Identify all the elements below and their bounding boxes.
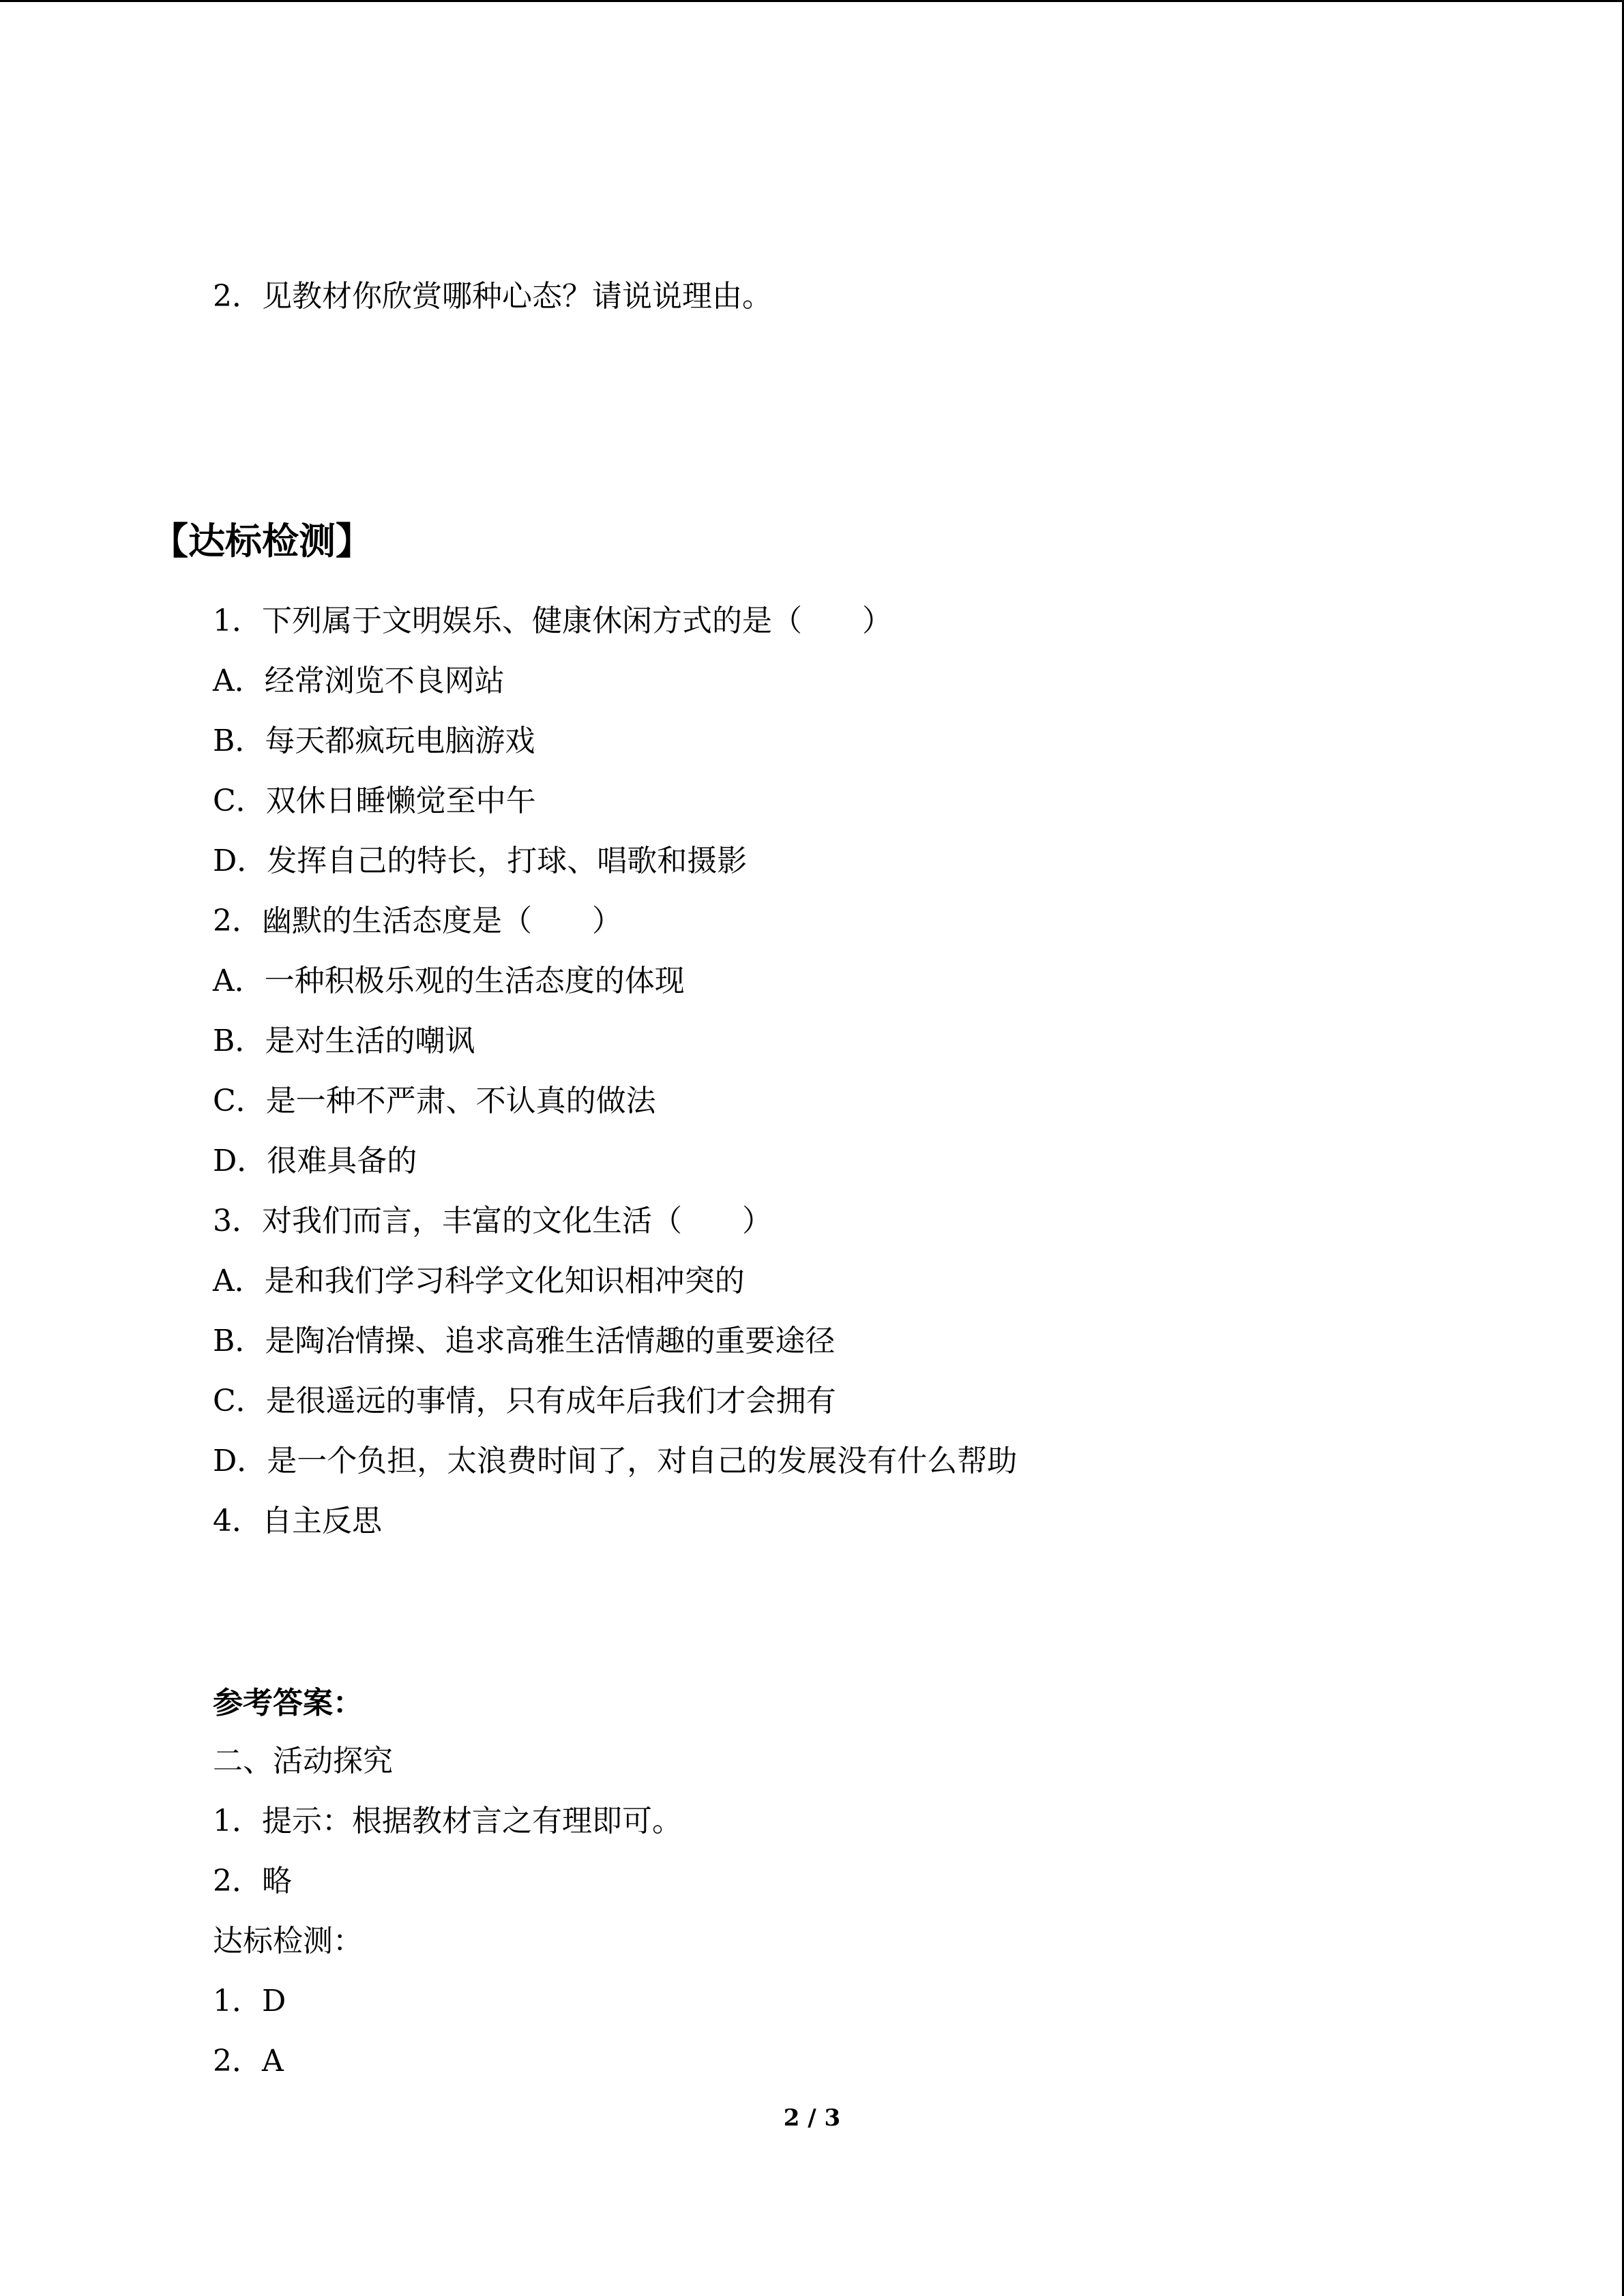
q2-option-d: D．很难具备的 xyxy=(213,1144,417,1178)
answers-line: 2．略 xyxy=(213,1864,292,1898)
q1-option-d: D．发挥自己的特长，打球、唱歌和摄影 xyxy=(213,844,748,878)
page-border-top xyxy=(0,0,1624,2)
q1-option-b: B．每天都疯玩电脑游戏 xyxy=(213,724,535,758)
q2-option-c: C．是一种不严肃、不认真的做法 xyxy=(213,1084,656,1118)
q2-option-b: B．是对生活的嘲讽 xyxy=(213,1024,475,1058)
answers-line: 二、活动探究 xyxy=(213,1744,393,1778)
q3-option-a: A．是和我们学习科学文化知识相冲突的 xyxy=(213,1264,745,1298)
q3-option-d: D．是一个负担，太浪费时间了，对自己的发展没有什么帮助 xyxy=(213,1444,1018,1478)
answers-line: 1．D xyxy=(213,1984,286,2018)
section-heading: 【达标检测】 xyxy=(151,519,372,563)
answers-title: 参考答案： xyxy=(213,1686,363,1720)
answers-line: 达标检测： xyxy=(213,1924,363,1958)
answers-line: 2．A xyxy=(213,2044,284,2078)
page-number: 2 / 3 xyxy=(783,2104,841,2132)
q3-option-b: B．是陶冶情操、追求高雅生活情趣的重要途径 xyxy=(213,1324,836,1358)
q1-stem: 1．下列属于文明娱乐、健康休闲方式的是（ ） xyxy=(213,603,892,638)
q2-stem: 2．幽默的生活态度是（ ） xyxy=(213,904,622,938)
q2-option-a: A．一种积极乐观的生活态度的体现 xyxy=(213,964,685,998)
q1-option-c: C．双休日睡懒觉至中午 xyxy=(213,784,536,818)
question-2-text: 2．见教材你欣赏哪种心态？请说说理由。 xyxy=(213,279,772,314)
answers-line: 1．提示：根据教材言之有理即可。 xyxy=(213,1804,682,1838)
q3-stem: 3．对我们而言，丰富的文化生活（ ） xyxy=(213,1204,772,1238)
q3-option-c: C．是很遥远的事情，只有成年后我们才会拥有 xyxy=(213,1384,836,1418)
q4-text: 4．自主反思 xyxy=(213,1504,382,1538)
q1-option-a: A．经常浏览不良网站 xyxy=(213,664,505,698)
